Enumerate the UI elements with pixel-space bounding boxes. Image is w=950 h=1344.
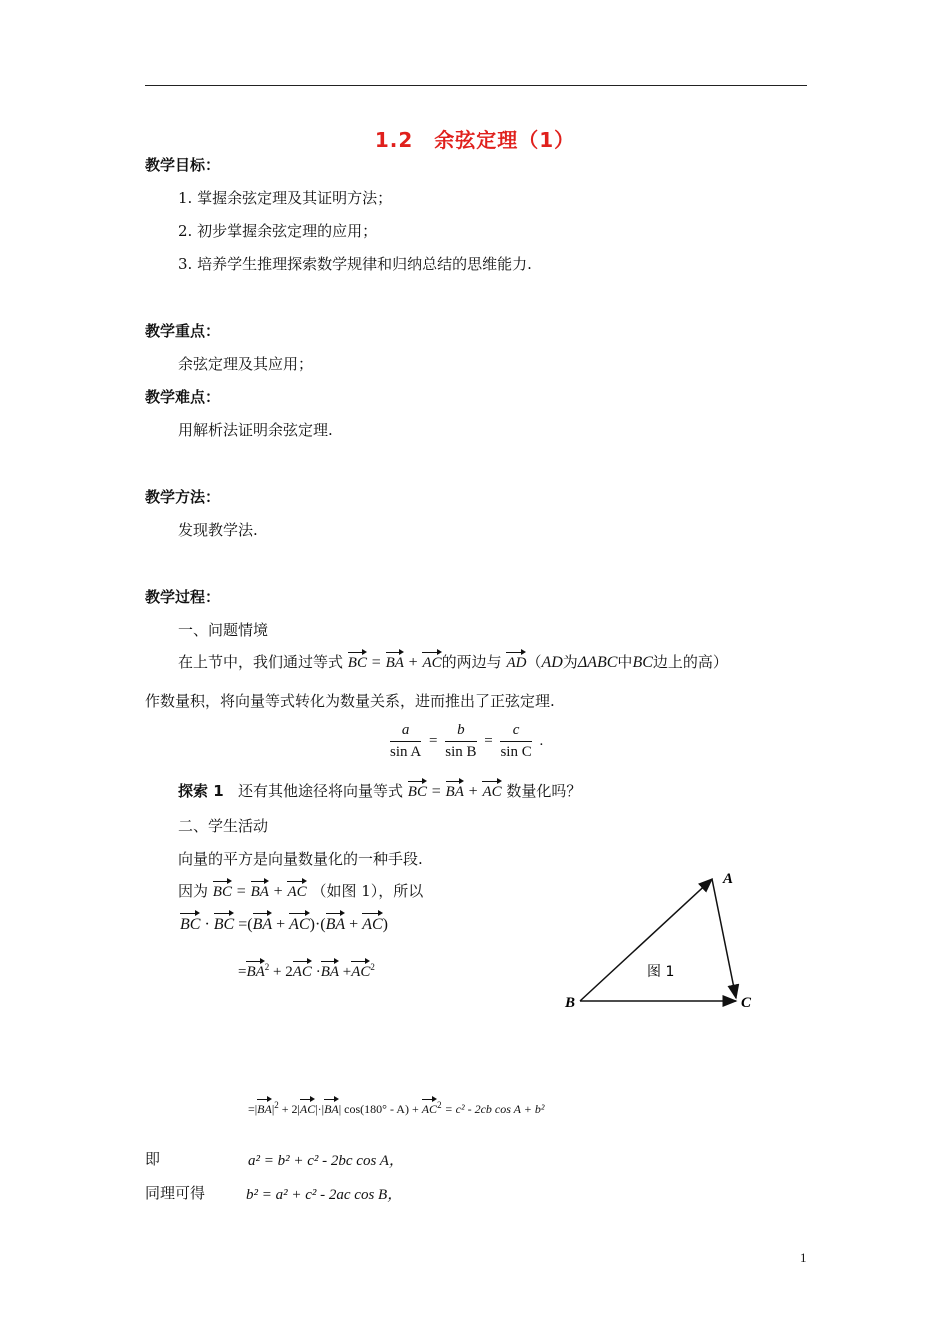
paragraph-1-line-2: 作数量积，将向量等式转化为数量关系，进而推出了正弦定理.	[145, 692, 555, 710]
d1-ac-1: AC	[289, 916, 310, 933]
p3-vector-bc: BC	[212, 884, 232, 900]
d2-ac: AC	[292, 964, 312, 980]
d3-ba: BA	[257, 1102, 272, 1116]
paragraph-1-line-1: 在上节中，我们通过等式 BC = BA + AC的两边与 AD（AD为ΔABC中BC边上的高）	[178, 653, 728, 671]
goal-item-1: 1. 掌握余弦定理及其证明方法；	[178, 189, 393, 207]
sines-num-a: a	[390, 722, 421, 742]
law-of-sines: $\frac{a}{\text{sin A}}$ = $\frac{b}{\text{sin B}}$ = $\frac{c}{\text{sin C}}$ .	[390, 722, 544, 760]
paragraph-3: 因为 BC = BA + AC （如图 1），所以	[178, 882, 424, 900]
tongli-label: 同理可得	[145, 1184, 206, 1202]
vector-ad: AD	[506, 655, 527, 671]
para3-text-a: 因为	[178, 882, 209, 900]
vertex-c-label: C	[741, 995, 752, 1011]
sines-den-b: sin B	[445, 744, 477, 760]
ji-label: 即	[145, 1150, 161, 1168]
d2-ba-2: BA	[320, 964, 340, 980]
header-rule	[145, 85, 807, 86]
derivation-line-2: $=BA^2 + 2AC \cdot BA +AC^2$	[238, 962, 375, 980]
key-points-text: 余弦定理及其应用；	[178, 355, 314, 373]
d3-ac-2: AC	[421, 1102, 438, 1116]
page-title: 1.2 余弦定理（1）	[374, 128, 576, 152]
difficulty-text: 用解析法证明余弦定理.	[178, 421, 333, 439]
method-text: 发现教学法.	[178, 521, 258, 539]
explore-vector-bc: BC	[407, 784, 427, 800]
paragraph-2: 向量的平方是向量数量化的一种手段.	[178, 850, 423, 868]
para1-text-b: 的两边与	[441, 653, 502, 671]
law-of-cosines-b: b² = a² + c² - 2ac cos B，	[246, 1187, 403, 1203]
section-1-title: 一、问题情境	[178, 621, 269, 639]
vector-ba: BA	[385, 655, 404, 671]
explore-text-b: 数量化吗？	[506, 782, 582, 800]
method-heading: 教学方法：	[145, 488, 221, 506]
d1-bc-1: BC	[180, 916, 201, 933]
vector-ac-arrow	[712, 879, 736, 998]
law-of-cosines-a: a² = b² + c² - 2bc cos A，	[248, 1153, 404, 1169]
segment-ad: AD	[541, 654, 563, 671]
p3-vector-ba: BA	[250, 884, 269, 900]
d1-bc-2: BC	[213, 916, 235, 933]
sines-num-c: c	[500, 722, 531, 742]
sines-den-c: sin C	[500, 744, 532, 760]
vector-bc: BC	[347, 655, 367, 671]
explore-label: 探索 1	[178, 782, 224, 800]
para1-text-f: 边上的高）	[652, 653, 728, 671]
d1-ba-1: BA	[252, 916, 273, 933]
para3-text-b: （如图 1），所以	[311, 882, 424, 900]
segment-bc: BC	[632, 654, 653, 671]
para1-text-d: 为	[562, 653, 578, 671]
section-2-title: 二、学生活动	[178, 817, 269, 835]
vector-ac: AC	[422, 655, 442, 671]
para1-text-e: 中	[617, 653, 633, 671]
goals-heading: 教学目标：	[145, 156, 221, 174]
explore-vector-ac: AC	[482, 784, 502, 800]
goal-item-2: 2. 初步掌握余弦定理的应用；	[178, 222, 378, 240]
vertex-a-label: A	[723, 871, 734, 887]
explore-text-a: 还有其他途径将向量等式	[237, 782, 403, 800]
sines-den-a: sin A	[390, 744, 422, 760]
para1-text-a: 在上节中，我们通过等式	[178, 653, 344, 671]
goal-item-3: 3. 培养学生推理探索数学规律和归纳总结的思维能力.	[178, 255, 532, 273]
d2-ba: BA	[246, 964, 265, 980]
d3-cos-tail: cos(180° - A) +	[344, 1102, 419, 1116]
explore-vector-ba: BA	[445, 784, 464, 800]
figure-1-triangle	[560, 862, 760, 1022]
d3-result: = c² - 2cb cos A + b²	[444, 1102, 545, 1116]
explore-1: 探索 1 还有其他途径将向量等式 BC = BA + AC 数量化吗？	[178, 782, 582, 800]
para1-text-c: （	[526, 653, 542, 671]
d1-ac-2: AC	[362, 916, 383, 933]
derivation-line-3: $=|BA|^2 + 2|AC|\cdot|BA|$ $\cos(180^\circ - A) + AC^2 = c^2 - 2cb$ cos A + b²	[248, 1100, 545, 1116]
vertex-b-label: B	[565, 995, 576, 1011]
d1-ba-2: BA	[325, 916, 346, 933]
d3-ba-2: BA	[324, 1102, 339, 1116]
triangle-abc: ΔABC	[577, 654, 618, 671]
figure-label: 图 1	[647, 964, 675, 980]
key-points-heading: 教学重点：	[145, 322, 221, 340]
process-heading: 教学过程：	[145, 588, 221, 606]
derivation-line-1: BC · BC =(BA + AC)·(BA + AC)	[180, 916, 388, 933]
page-number: 1	[800, 1250, 807, 1265]
p3-vector-ac: AC	[287, 884, 307, 900]
d3-ac: AC	[299, 1102, 316, 1116]
d2-ac-2: AC	[351, 964, 371, 980]
difficulty-heading: 教学难点：	[145, 388, 221, 406]
sines-num-b: b	[445, 722, 476, 742]
vector-ba-arrow	[580, 879, 712, 1001]
